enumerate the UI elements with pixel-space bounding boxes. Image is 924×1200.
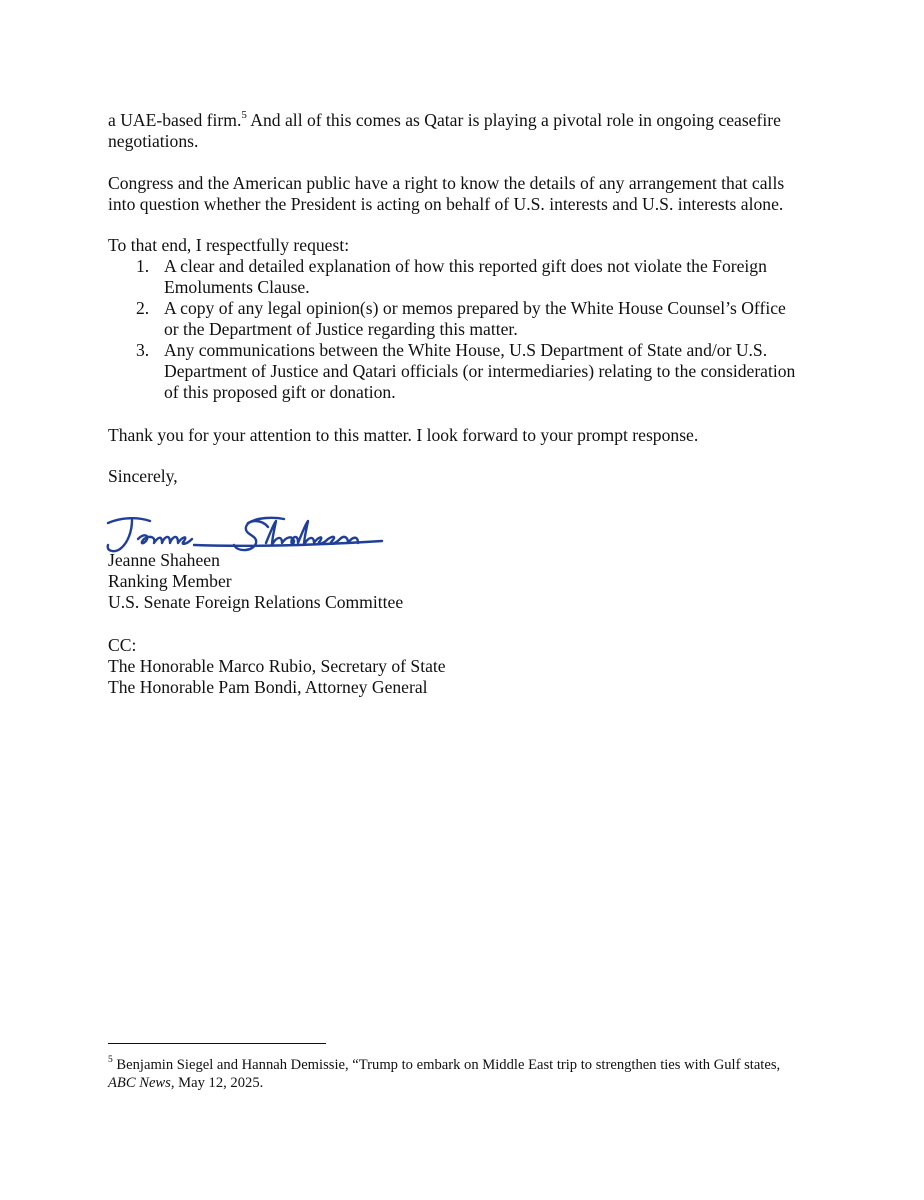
cc-block [108, 635, 828, 698]
request-line: A copy of any legal opinion(s) or memos prepared by the White House Counsel’s Office [164, 298, 786, 318]
request-number: 1. [136, 256, 150, 276]
closing-thanks [108, 425, 828, 446]
signer-name: Jeanne Shaheen [108, 550, 220, 570]
signer-committee: U.S. Senate Foreign Relations Committee [108, 592, 404, 612]
footnote-number: 5 [108, 1055, 113, 1066]
request-item [108, 340, 828, 403]
paragraph-continued [108, 110, 828, 152]
paragraph-line: Congress and the American public have a right to know the details of any arrangement that calls [108, 173, 785, 193]
request-line: A clear and detailed explanation of how this reported gift does not violate the Foreign [164, 256, 767, 276]
request-line: of this proposed gift or donation. [164, 382, 396, 402]
request-item [108, 298, 828, 340]
request-item [108, 256, 828, 298]
request-list [108, 256, 828, 403]
request-line: Department of Justice and Qatari officials (or intermediaries) relating to the consideration [164, 361, 796, 381]
cc-recipient: The Honorable Pam Bondi, Attorney General [108, 677, 428, 697]
request-line: or the Department of Justice regarding this matter. [164, 319, 518, 339]
signer-title: Ranking Member [108, 571, 232, 591]
footnote [108, 1056, 828, 1092]
request-line: Emoluments Clause. [164, 277, 310, 297]
footnote-reference: 5 [241, 109, 247, 122]
cc-label: CC: [108, 635, 137, 655]
signer-block [108, 550, 608, 613]
request-intro [108, 235, 828, 256]
footnote-separator [108, 1043, 326, 1044]
closing-thanks-text: Thank you for your attention to this matter. I look forward to your prompt response. [108, 425, 699, 445]
valediction [108, 466, 828, 487]
footnote-text: Benjamin Siegel and Hannah Demissie, “Trump to embark on Middle East trip to strengthen ties with Gulf states, [112, 1057, 781, 1073]
footnote-publication: ABC News [108, 1075, 171, 1091]
request-number: 2. [136, 298, 150, 318]
paragraph-text: And all of this comes as Qatar is playing a pivotal role in ongoing ceasefire [246, 110, 781, 130]
request-line: Any communications between the White House, U.S Department of State and/or U.S. [164, 340, 768, 360]
footnote-date: , May 12, 2025. [170, 1075, 264, 1091]
paragraph-line: into question whether the President is acting on behalf of U.S. interests and U.S. interests alone. [108, 194, 784, 214]
request-number: 3. [136, 340, 150, 360]
footnote-line [108, 1074, 828, 1092]
paragraph-line: negotiations. [108, 131, 199, 151]
valediction-text: Sincerely, [108, 466, 178, 486]
paragraph-text: a UAE-based firm. [108, 110, 242, 130]
footnote-line [108, 1056, 828, 1074]
request-intro-text: To that end, I respectfully request: [108, 235, 350, 255]
paragraph-congress [108, 173, 828, 215]
cc-recipient: The Honorable Marco Rubio, Secretary of State [108, 656, 446, 676]
paragraph-line [108, 110, 828, 131]
